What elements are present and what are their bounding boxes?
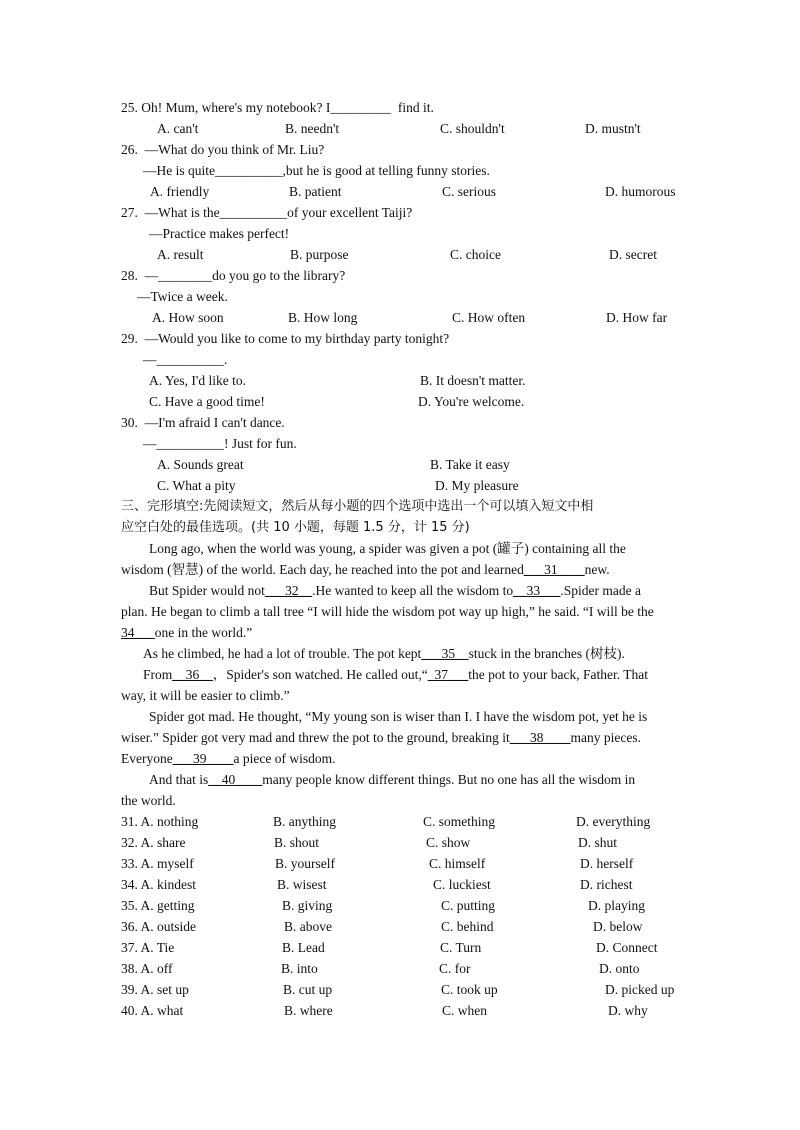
question-27-reply: —Practice makes perfect!: [149, 226, 290, 241]
cloze-38-option-c: C. for: [439, 961, 471, 976]
passage-p6-line-2: the world.: [121, 793, 176, 808]
cloze-34-option-d: D. richest: [580, 877, 633, 892]
question-27-stem: 27. —What is the__________of your excellent Taiji?: [121, 205, 413, 220]
blank-34: 34___: [121, 625, 155, 640]
cloze-40-option-b: B. where: [284, 1003, 333, 1018]
q30-option-d: D. My pleasure: [435, 478, 519, 493]
cloze-38-option-a: 38. A. off: [121, 961, 173, 976]
blank-32: ___32__: [264, 583, 313, 598]
cloze-36-option-b: B. above: [284, 919, 332, 934]
q28-option-d: D. How far: [606, 310, 668, 325]
blank-35: ___35__: [421, 646, 469, 661]
cloze-37-option-c: C. Turn: [440, 940, 482, 955]
cloze-34-option-b: B. wisest: [277, 877, 327, 892]
cloze-32-option-b: B. shout: [274, 835, 320, 850]
cloze-33-option-a: 33. A. myself: [121, 856, 194, 871]
passage-p5-line-3: Everyone___39____a piece of wisdom.: [121, 751, 336, 766]
cloze-36-option-d: D. below: [593, 919, 643, 934]
cloze-33-option-d: D. herself: [580, 856, 634, 871]
blank-38: ___38____: [509, 730, 571, 745]
q28-option-b: B. How long: [288, 310, 358, 325]
blank-39: ___39____: [172, 751, 234, 766]
passage-p3: As he climbed, he had a lot of trouble. The pot kept___35__stuck in the branches (树枝).: [143, 646, 625, 661]
q26-option-d: D. humorous: [605, 184, 676, 199]
question-28-reply: —Twice a week.: [137, 289, 228, 304]
question-29-reply: —__________.: [143, 352, 228, 367]
cloze-40-option-d: D. why: [608, 1003, 648, 1018]
q29-option-b: B. It doesn't matter.: [420, 373, 526, 388]
q25-option-b: B. needn't: [285, 121, 340, 136]
question-30-reply: —__________! Just for fun.: [143, 436, 297, 451]
cloze-36-option-c: C. behind: [441, 919, 494, 934]
cloze-39-option-c: C. took up: [441, 982, 498, 997]
cloze-36-option-a: 36. A. outside: [121, 919, 197, 934]
passage-p1-line-2: wisdom (智慧) of the world. Each day, he reached into the pot and learned___31____new.: [121, 562, 610, 577]
cloze-32-option-d: D. shut: [578, 835, 618, 850]
blank-33: __33___: [513, 583, 561, 598]
q26-option-b: B. patient: [289, 184, 342, 199]
q26-option-a: A. friendly: [150, 184, 210, 199]
cloze-37-option-b: B. Lead: [282, 940, 325, 955]
passage-p2-line-2: plan. He began to climb a tall tree “I will hide the wisdom pot way up high,” he said. “I will be the: [121, 604, 654, 619]
q25-option-c: C. shouldn't: [440, 121, 505, 136]
passage-p4-line-2: way, it will be easier to climb.”: [121, 688, 290, 703]
section-heading-line-1: 三、完形填空:先阅读短文，然后从每小题的四个选项中选出一个可以填入短文中相: [121, 499, 594, 514]
q29-option-a: A. Yes, I'd like to.: [149, 373, 246, 388]
cloze-32-option-c: C. show: [426, 835, 471, 850]
cloze-35-option-b: B. giving: [282, 898, 333, 913]
cloze-33-option-c: C. himself: [429, 856, 486, 871]
cloze-31-option-d: D. everything: [576, 814, 651, 829]
cloze-38-option-d: D. onto: [599, 961, 640, 976]
q27-option-b: B. purpose: [290, 247, 349, 262]
cloze-38-option-b: B. into: [281, 961, 318, 976]
passage-p2-line-3: 34___one in the world.”: [121, 625, 253, 640]
cloze-31-option-a: 31. A. nothing: [121, 814, 199, 829]
q27-option-c: C. choice: [450, 247, 501, 262]
passage-p6-line-1: And that is__40____many people know different things. But no one has all the wisdom in: [149, 772, 636, 787]
q28-option-c: C. How often: [452, 310, 526, 325]
cloze-31-option-b: B. anything: [273, 814, 336, 829]
section-heading-line-2: 应空白处的最佳选项。(共 10 小题，每题 1.5 分，计 15 分): [121, 520, 470, 535]
cloze-39-option-b: B. cut up: [283, 982, 333, 997]
q26-option-c: C. serious: [442, 184, 496, 199]
q29-option-d: D. You're welcome.: [418, 394, 525, 409]
cloze-39-option-d: D. picked up: [605, 982, 675, 997]
passage-p5-line-1: Spider got mad. He thought, “My young son is wiser than I. I have the wisdom pot, yet he is: [149, 709, 648, 724]
question-26-stem: 26. —What do you think of Mr. Liu?: [121, 142, 325, 157]
passage-p2-line-1: But Spider would not___32__.He wanted to keep all the wisdom to__33___.Spider made a: [149, 583, 641, 598]
question-25-stem: 25. Oh! Mum, where's my notebook? I_________ find it.: [121, 100, 434, 115]
cloze-31-option-c: C. something: [423, 814, 496, 829]
cloze-34-option-c: C. luckiest: [433, 877, 491, 892]
blank-37: _37___: [427, 667, 469, 682]
passage-p1-line-1: Long ago, when the world was young, a spider was given a pot (罐子) containing all the: [149, 541, 626, 556]
passage-p4-line-1: From__36__，Spider's son watched. He called out,“_37___the pot to your back, Father. That: [143, 667, 648, 682]
cloze-37-option-d: D. Connect: [596, 940, 658, 955]
cloze-35-option-d: D. playing: [588, 898, 645, 913]
q28-option-a: A. How soon: [152, 310, 224, 325]
q27-option-d: D. secret: [609, 247, 657, 262]
question-26-reply: —He is quite__________,but he is good at telling funny stories.: [143, 163, 490, 178]
q30-option-c: C. What a pity: [157, 478, 236, 493]
q29-option-c: C. Have a good time!: [149, 394, 265, 409]
cloze-40-option-a: 40. A. what: [121, 1003, 184, 1018]
cloze-39-option-a: 39. A. set up: [121, 982, 189, 997]
cloze-37-option-a: 37. A. Tie: [121, 940, 175, 955]
cloze-33-option-b: B. yourself: [275, 856, 335, 871]
question-30-stem: 30. —I'm afraid I can't dance.: [121, 415, 285, 430]
q27-option-a: A. result: [157, 247, 204, 262]
cloze-40-option-c: C. when: [442, 1003, 487, 1018]
question-28-stem: 28. —________do you go to the library?: [121, 268, 346, 283]
cloze-34-option-a: 34. A. kindest: [121, 877, 197, 892]
passage-p5-line-2: wiser.” Spider got very mad and threw the pot to the ground, breaking it___38____many pieces.: [121, 730, 642, 745]
blank-40: __40____: [208, 772, 263, 787]
cloze-35-option-c: C. putting: [441, 898, 496, 913]
q30-option-a: A. Sounds great: [157, 457, 244, 472]
blank-31: ___31____: [523, 562, 585, 577]
question-29-stem: 29. —Would you like to come to my birthday party tonight?: [121, 331, 450, 346]
cloze-35-option-a: 35. A. getting: [121, 898, 195, 913]
q30-option-b: B. Take it easy: [430, 457, 510, 472]
q25-option-a: A. can't: [157, 121, 199, 136]
cloze-32-option-a: 32. A. share: [121, 835, 186, 850]
blank-36: __36__: [172, 667, 213, 682]
q25-option-d: D. mustn't: [585, 121, 641, 136]
